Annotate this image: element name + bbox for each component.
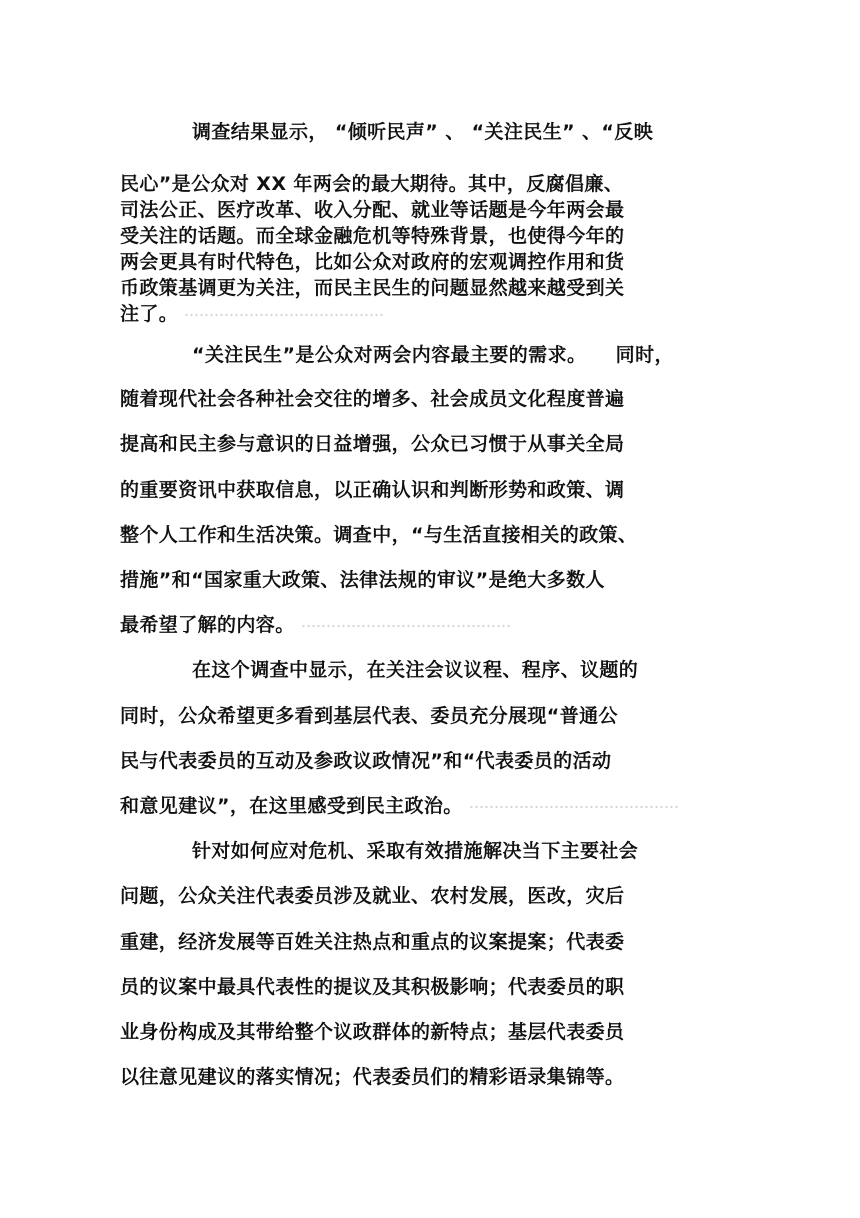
paragraph-3-line-4 <box>120 794 679 818</box>
paragraph-2-line-2: 随着现代社会各种社会交往的增多、社会成员文化程度普遍 <box>120 388 625 410</box>
paragraph-3-line-4-text: 和意见建议”，在这里感受到民主政治。 <box>120 795 463 817</box>
paragraph-2-line-7 <box>120 613 511 637</box>
paragraph-2-line-6: 措施”和“国家重大政策、法律法规的审议”是绝大多数人 <box>120 569 605 591</box>
paragraph-3-line-3: 民与代表委员的互动及参政议政情况”和“代表委员的活动 <box>120 750 612 772</box>
paragraph-1-line-7-text: 注了。 <box>120 303 179 325</box>
paragraph-2-line-7-text: 最希望了解的内容。 <box>120 614 295 636</box>
paragraph-2-line-1: “关注民生”是公众对两会内容最主要的需求。 同时， <box>192 344 674 366</box>
faint-dot-artifact <box>469 804 679 810</box>
paragraph-1-line-6: 币政策基调更为关注，而民主民生的问题显然越来越受到关 <box>120 277 625 299</box>
paragraph-2-line-5: 整个人工作和生活决策。调查中，“与生活直接相关的政策、 <box>120 524 638 546</box>
paragraph-1-line-3: 司法公正、医疗改革、收入分配、就业等话题是今年两会最 <box>120 199 625 221</box>
paragraph-4-line-2: 问题，公众关注代表委员涉及就业、农村发展，医改，灾后 <box>120 885 625 907</box>
paragraph-2-line-3: 提高和民主参与意识的日益增强，公众已习惯于从事关全局 <box>120 433 625 455</box>
paragraph-1-line-5: 两会更具有时代特色，比如公众对政府的宏观调控作用和货 <box>120 251 625 273</box>
paragraph-4-line-6: 以往意见建议的落实情况；代表委员们的精彩语录集锦等。 <box>120 1066 625 1088</box>
paragraph-4-line-5: 业身份构成及其带给整个议政群体的新特点；基层代表委员 <box>120 1021 625 1043</box>
paragraph-1-line-7 <box>120 302 384 326</box>
paragraph-4-line-1: 针对如何应对危机、采取有效措施解决当下主要社会 <box>192 840 639 862</box>
faint-dot-artifact <box>301 623 511 629</box>
paragraph-4-line-4: 员的议案中最具代表性的提议及其积极影响；代表委员的职 <box>120 976 625 998</box>
paragraph-3-line-1: 在这个调查中显示，在关注会议议程、程序、议题的 <box>192 659 639 681</box>
paragraph-2-line-4: 的重要资讯中获取信息，以正确认识和判断形势和政策、调 <box>120 479 625 501</box>
paragraph-4-line-3: 重建，经济发展等百姓关注热点和重点的议案提案；代表委 <box>120 931 625 953</box>
paragraph-1-line-2: 民心”是公众对 XX 年两会的最大期待。其中，反腐倡廉、 <box>120 173 624 195</box>
paragraph-1-line-1: 调查结果显示， “倾听民声” 、 “关注民生” 、“反映 <box>192 121 654 143</box>
paragraph-3-line-2: 同时，公众希望更多看到基层代表、委员充分展现“普通公 <box>120 705 618 727</box>
paragraph-1-line-4: 受关注的话题。而全球金融危机等特殊背景，也使得今年的 <box>120 225 625 247</box>
faint-dot-artifact <box>184 312 384 318</box>
